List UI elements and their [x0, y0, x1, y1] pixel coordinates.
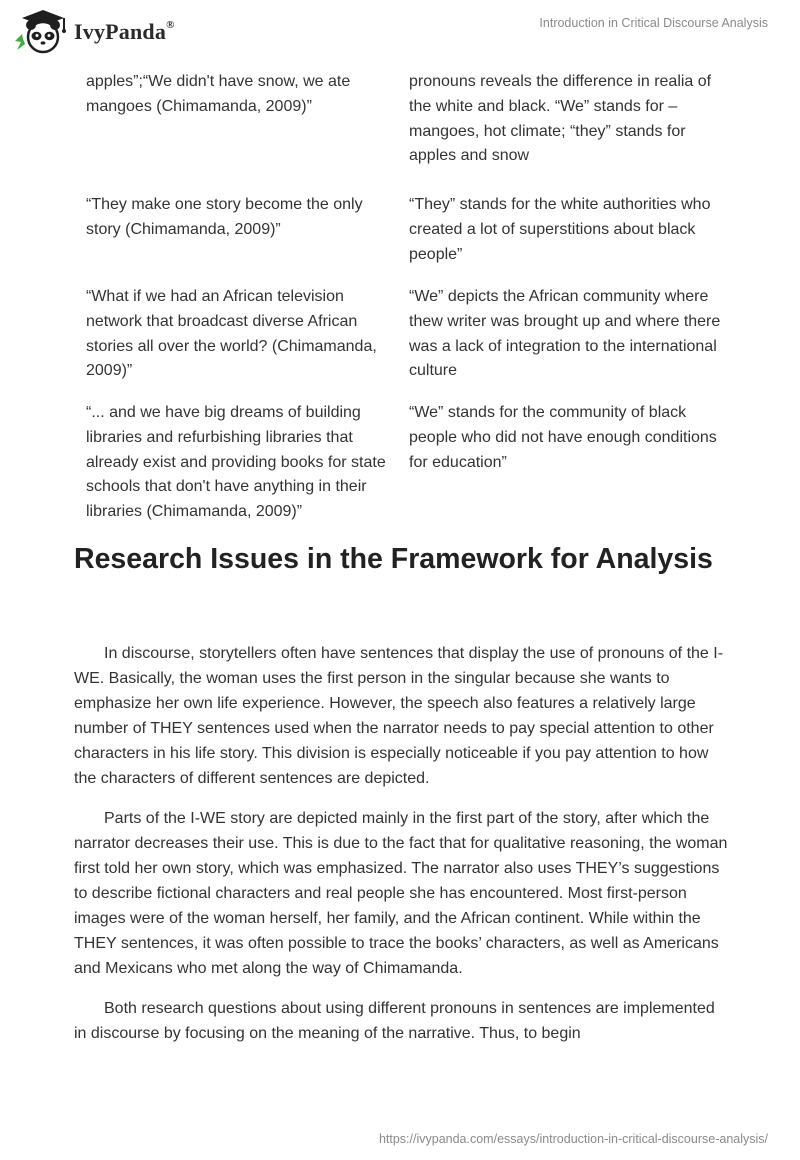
body-paragraph: Both research questions about using different pronouns in sentences are implemented in discourse by focusing on the meaning of the narrative. Thus, to begin	[74, 1000, 715, 1042]
body-paragraph: In discourse, storytellers often have sentences that display the use of pronouns of the I-WE. Basically, the woman uses the first person in the singular because she wants to emphasize her own life experience. However, the speech also features a relatively large number of THEY sentences used when the narrator needs to pay special attention to other characters in his life story. This division is especially noticeable if you pay attention to how the characters of different sentences are depicted.	[74, 645, 724, 787]
quote-cell: “What if we had an African television network that broadcast diverse African stories all over the world? (Chimamanda, 2009)”	[86, 288, 377, 380]
pronoun-analysis-table	[74, 70, 734, 531]
table-row	[74, 193, 734, 285]
body-paragraph: Parts of the I-WE story are depicted mainly in the first part of the story, after which the narrator decreases their use. This is due to the fact that for qualitative reasoning, the woman first told her own story, which was emphasized. The narrator also uses THEY’s suggestions to describe fictional characters and real people she has encountered. Most first-person images were of the woman herself, her family, and the African continent. While within the THEY sentences, it was often possible to trace the books’ characters, as well as Americans and Mexicans who met along the way of Chimamanda.	[74, 810, 728, 977]
document-title: Introduction in Critical Discourse Analysis	[539, 16, 768, 30]
table-row	[74, 401, 734, 531]
source-url[interactable]: https://ivypanda.com/essays/introduction-in-critical-discourse-analysis/	[378, 1132, 768, 1146]
panda-graduate-icon	[14, 8, 72, 56]
brand-name: IvyPanda®	[74, 18, 175, 44]
table-row	[74, 285, 734, 401]
page-header	[0, 0, 800, 64]
interpretation-cell: “We” depicts the African community where thew writer was brought up and where there was a lack of integration to the international culture	[409, 288, 721, 380]
section-body	[74, 641, 729, 1061]
ivypanda-logo[interactable]	[14, 8, 175, 56]
interpretation-cell: “We” stands for the community of black people who did not have enough conditions for education”	[409, 404, 717, 471]
quote-cell: “... and we have big dreams of building libraries and refurbishing libraries that already exist and providing books for state schools that don't have anything in their libraries (Chimamanda, 2009)”	[86, 404, 386, 521]
quote-cell: “They make one story become the only story (Chimamanda, 2009)”	[86, 196, 363, 238]
quote-cell: apples”;“We didn't have snow, we ate mangoes (Chimamanda, 2009)”	[86, 73, 351, 115]
table-row	[74, 70, 734, 193]
section-heading: Research Issues in the Framework for Analysis	[74, 543, 713, 575]
interpretation-cell: pronouns reveals the difference in realia of the white and black. “We” stands for – mangoes, hot climate; “they” stands for apples and snow	[409, 73, 712, 165]
interpretation-cell: “They” stands for the white authorities who created a lot of superstitions about black people”	[409, 196, 711, 263]
